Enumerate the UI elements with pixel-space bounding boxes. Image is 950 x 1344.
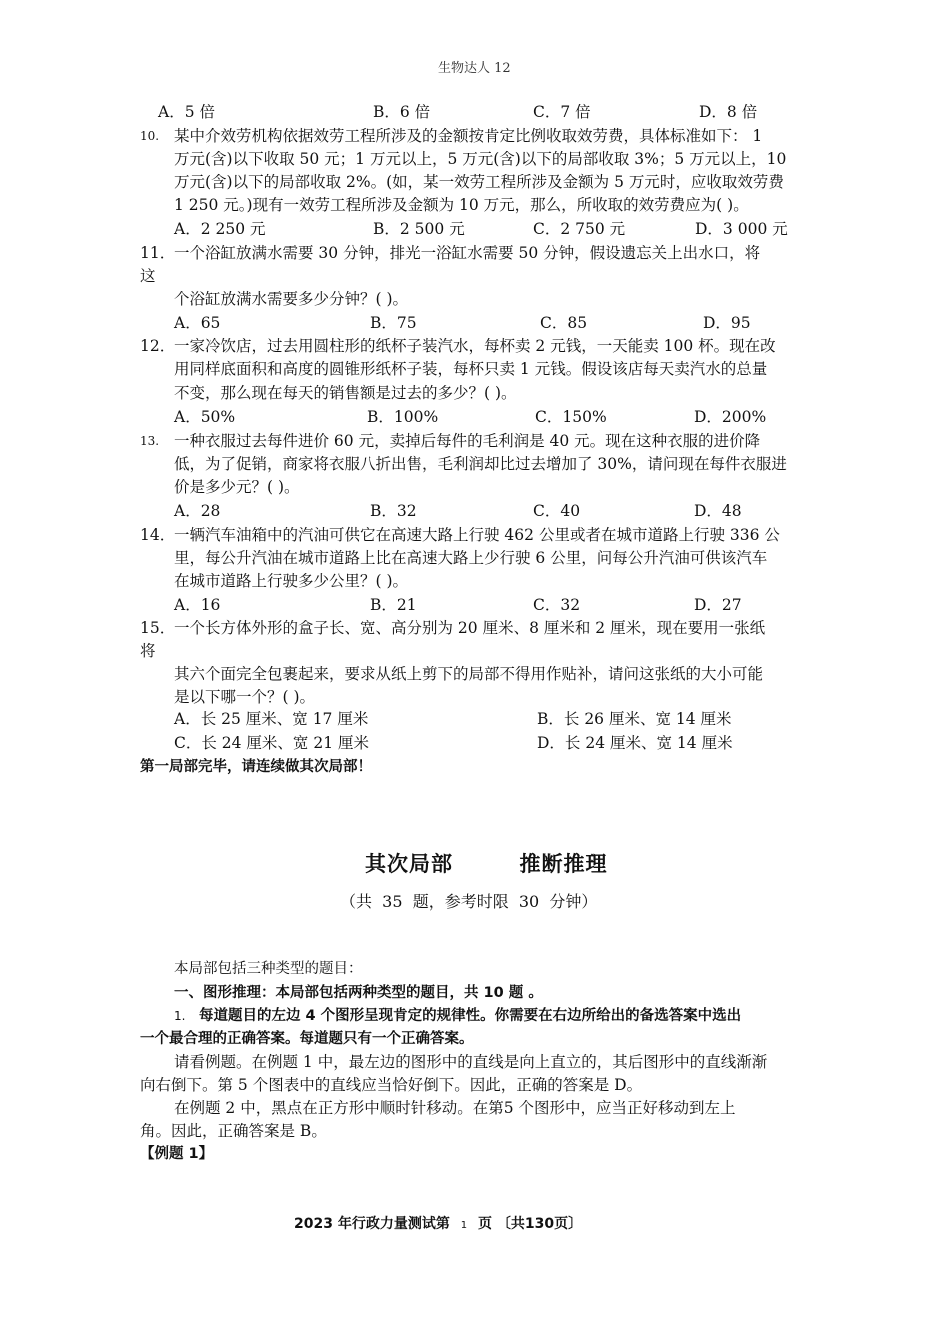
q11-option-b: B．75 xyxy=(370,314,417,332)
q15-number: 15． xyxy=(140,619,176,637)
q15-line: 其六个面完全包裹起来，要求从纸上剪下的局部不得用作贴补，请问这张纸的大小可能 xyxy=(174,665,764,683)
q14-line: 在城市道路上行驶多少公里？( )。 xyxy=(174,572,409,590)
q10-line: 1 250 元。)现有一效劳工程所涉及金额为 10 万元，那么，所收取的效劳费应为( )。 xyxy=(174,196,749,214)
q12-option-d: D．200% xyxy=(694,408,767,426)
q10-line: 万元(含)以下收取 50 元；1 万元以上，5 万元(含)以下的局部收取 3%；5 万元以上，10 xyxy=(174,150,787,168)
q10-line: 万元(含)以下的局部收取 2%。(如，某一效劳工程所涉及金额为 5 万元时，应收取效劳费 xyxy=(174,173,784,191)
q11-option-d: D．95 xyxy=(703,314,751,332)
q11-wrap: 这 xyxy=(140,267,156,285)
q10-option-a: A．2 250 元 xyxy=(174,220,266,238)
q14-line: 一辆汽车油箱中的汽油可供它在高速大路上行驶 462 公里或者在城市道路上行驶 336 公 xyxy=(174,526,780,544)
q13-number: 13. xyxy=(140,434,160,448)
footer-total: 130 xyxy=(524,1216,555,1232)
intro-category: 一、图形推理：本局部包括两种类型的题目，共 10 题 。 xyxy=(174,985,543,1001)
q10-option-b: B．2 500 元 xyxy=(373,220,465,238)
intro-line: 本局部包括三种类型的题目： xyxy=(174,961,363,977)
q15-option-d: D．长 24 厘米、宽 14 厘米 xyxy=(537,734,733,752)
q12-line: 用同样底面积和高度的圆锥形纸杯子装，每杯只卖 1 元钱。假设该店每天卖汽水的总量 xyxy=(174,360,768,378)
q14-option-a: A．16 xyxy=(174,596,221,614)
page-header: 生物达人 12 xyxy=(438,61,511,76)
intro-paragraph: 请看例题。在例题 1 中，最左边的图形中的直线是向上直立的，其后图形中的直线渐渐 xyxy=(174,1053,768,1071)
q14-option-b: B．21 xyxy=(370,596,417,614)
q15-option-c: C．长 24 厘米、宽 21 厘米 xyxy=(174,734,370,752)
q15-line: 一个长方体外形的盒子长、宽、高分别为 20 厘米、8 厘米和 2 厘米，现在要用一张纸 xyxy=(174,619,766,637)
q13-line: 低，为了促销，商家将衣服八折出售，毛利润却比过去增加了 30%，请问现在每件衣服进 xyxy=(174,455,787,473)
q12-number: 12． xyxy=(140,337,176,355)
intro-item-number: 1. xyxy=(174,1009,186,1023)
q12-option-c: C．150% xyxy=(535,408,607,426)
q9-option-c: C．7 倍 xyxy=(533,103,591,121)
section-title: 其次局部 推断推理 xyxy=(365,851,608,876)
q13-option-d: D．48 xyxy=(694,502,742,520)
intro-paragraph: 在例题 2 中，黑点在正方形中顺时针移动。在第5 个图形中，应当正好移动到左上 xyxy=(174,1099,736,1117)
intro-item-line: 一个最合理的正确答案。每道题只有一个正确答案。 xyxy=(140,1031,474,1047)
q13-option-a: A．28 xyxy=(174,502,221,520)
example-label: 【例题 1】 xyxy=(140,1146,214,1162)
footer-page-number: 1 xyxy=(460,1220,468,1231)
q9-option-d: D．8 倍 xyxy=(699,103,758,121)
footer-prefix: 2023 年行政力量测试第 xyxy=(294,1216,450,1232)
part1-end-note: 第一局部完毕，请连续做其次局部！ xyxy=(140,759,372,775)
q11-line: 个浴缸放满水需要多少分钟？( )。 xyxy=(174,290,409,308)
q12-line: 不变，那么现在每天的销售额是过去的多少？( )。 xyxy=(174,384,517,402)
intro-paragraph: 向右倒下。第 5 个图表中的直线应当恰好倒下。因此，正确的答案是 D。 xyxy=(140,1076,643,1094)
q13-option-b: B．32 xyxy=(370,502,417,520)
q15-option-a: A．长 25 厘米、宽 17 厘米 xyxy=(174,710,369,728)
q13-line: 一种衣服过去每件进价 60 元，卖掉后每件的毛利润是 40 元。现在这种衣服的进价降 xyxy=(174,432,761,450)
q11-option-c: C．85 xyxy=(540,314,588,332)
q11-number: 11． xyxy=(140,244,176,262)
q13-option-c: C．40 xyxy=(533,502,581,520)
q9-option-a: A．5 倍 xyxy=(158,103,215,121)
q10-option-c: C．2 750 元 xyxy=(533,220,626,238)
section-subtitle: （共 35 题，参考时限 30 分钟） xyxy=(340,892,598,911)
footer-suffix: 页〕 xyxy=(554,1216,583,1232)
q11-option-a: A．65 xyxy=(174,314,221,332)
intro-paragraph: 角。因此，正确答案是 B。 xyxy=(140,1122,327,1140)
q13-line: 价是多少元？( )。 xyxy=(174,478,300,496)
q14-number: 14． xyxy=(140,526,176,544)
q15-line: 是以下哪一个？( )。 xyxy=(174,688,316,706)
q11-line: 一个浴缸放满水需要 30 分钟，排光一浴缸水需要 50 分钟，假设遗忘关上出水口，将 xyxy=(174,244,761,262)
q10-number: 10. xyxy=(140,129,160,143)
q12-option-b: B．100% xyxy=(367,408,439,426)
q9-option-b: B．6 倍 xyxy=(373,103,431,121)
intro-item-line: 每道题目的左边 4 个图形呈现肯定的规律性。你需要在右边所给出的备选答案中选出 xyxy=(199,1008,742,1024)
footer-mid: 页 〔共 xyxy=(477,1216,525,1232)
q12-line: 一家冷饮店，过去用圆柱形的纸杯子装汽水，每杯卖 2 元钱，一天能卖 100 杯。现在改 xyxy=(174,337,776,355)
q15-option-b: B．长 26 厘米、宽 14 厘米 xyxy=(537,710,732,728)
q14-option-c: C．32 xyxy=(533,596,581,614)
q10-option-d: D．3 000 元 xyxy=(695,220,788,238)
page-footer xyxy=(294,1213,582,1233)
q10-line: 某中介效劳机构依据效劳工程所涉及的金额按肯定比例收取效劳费，具体标准如下： 1 xyxy=(174,127,763,145)
q15-wrap: 将 xyxy=(140,642,156,660)
q12-option-a: A．50% xyxy=(174,408,236,426)
q14-line: 里，每公升汽油在城市道路上比在高速大路上少行驶 6 公里，问每公升汽油可供该汽车 xyxy=(174,549,768,567)
q14-option-d: D．27 xyxy=(694,596,742,614)
